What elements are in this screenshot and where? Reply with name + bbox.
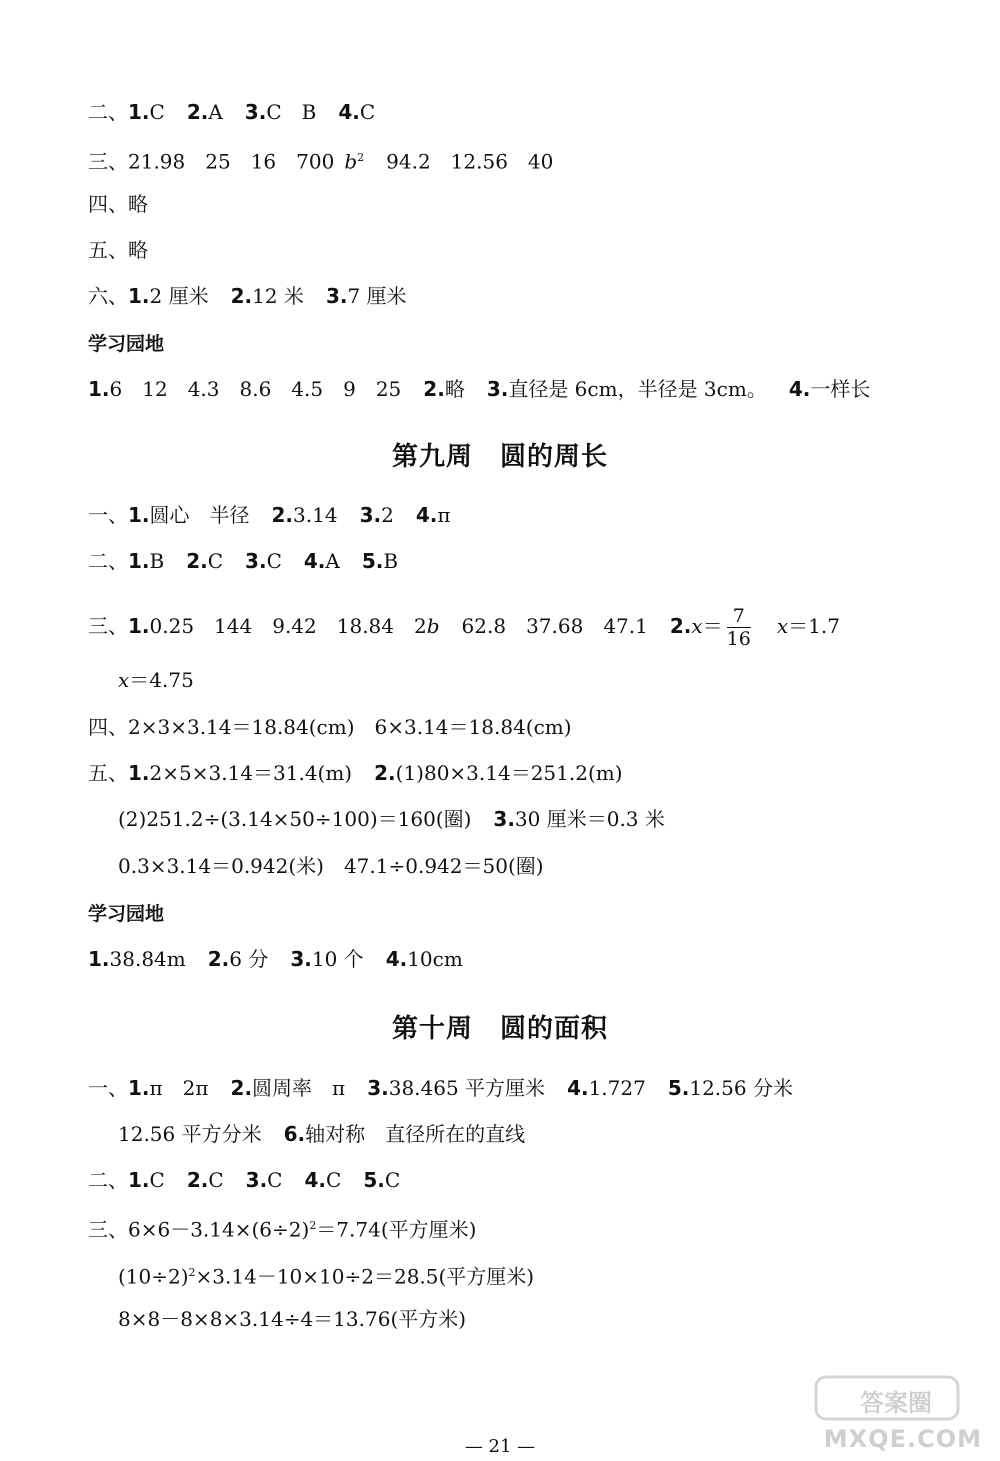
item-label: 二、	[88, 100, 128, 124]
answer: 12.56 分米	[689, 1076, 793, 1100]
exponent: 2	[188, 1266, 196, 1279]
answer: 3.14	[293, 503, 338, 527]
q-num: 1.	[128, 1076, 150, 1100]
q-num: 1.	[128, 100, 150, 124]
q-num: 2.	[207, 947, 230, 971]
answer: 四、2×3×3.14＝18.84(cm) 6×3.14＝18.84(cm)	[88, 715, 572, 739]
answer: A	[208, 100, 223, 124]
answer-line-13	[88, 759, 623, 787]
answer-line-7	[88, 375, 870, 403]
answer: 轴对称 直径所在的直线	[305, 1122, 526, 1146]
answer: b	[426, 614, 440, 638]
q-num: 5.	[363, 1168, 385, 1192]
answer-line-20	[88, 1166, 400, 1194]
answer-line-2	[88, 98, 375, 126]
q-num: 5.	[361, 549, 384, 573]
q-num: 3.	[244, 100, 267, 124]
q-num: 4.	[304, 1168, 326, 1192]
numerator: 7	[727, 605, 751, 628]
item-label: 一、	[88, 1076, 128, 1100]
q-num: 1.	[88, 947, 110, 971]
item-label: 二、	[88, 1168, 128, 1192]
item-label: 二、	[88, 549, 128, 573]
fraction	[727, 605, 751, 650]
answer-line-6	[88, 282, 407, 310]
answer: C	[149, 1168, 165, 1192]
answer-line-5	[88, 236, 148, 264]
q-num: 1.	[128, 284, 150, 308]
watermark	[792, 1373, 982, 1453]
answer: C	[207, 549, 224, 573]
answer: C	[267, 1168, 283, 1192]
q-num: 2.	[230, 284, 253, 308]
q-num: 2.	[186, 1168, 209, 1192]
answer: 7 厘米	[347, 284, 407, 308]
answer-line-19	[118, 1120, 525, 1148]
answer: ＝7.74(平方厘米)	[316, 1217, 477, 1242]
answer: 38.84m	[109, 947, 186, 971]
answer: A	[325, 549, 340, 573]
q-num: 1.	[128, 1168, 150, 1192]
q-num: 2.	[186, 100, 209, 124]
q-num: 4.	[338, 100, 360, 124]
answer-line-3	[88, 144, 553, 176]
answer-line-15	[118, 852, 544, 880]
answer: 1.727	[588, 1076, 646, 1100]
answer: 直径是 6cm，半径是 3cm。	[508, 377, 767, 401]
answer: 略	[444, 377, 465, 401]
q-num: 2.	[423, 377, 445, 401]
q-num: 3.	[325, 284, 348, 308]
q-num: 2.	[186, 549, 208, 573]
answer-line-8	[88, 501, 450, 529]
answer: C	[326, 1168, 342, 1192]
answer: 6 分	[229, 947, 269, 971]
page-number: — 21 —	[464, 1436, 536, 1457]
equals: ＝	[702, 614, 723, 638]
answer-line-11	[118, 666, 194, 694]
q-num: 4.	[415, 503, 438, 527]
answer: (1)80×3.14＝251.2(m)	[395, 761, 623, 785]
answer-line-12	[88, 713, 572, 741]
answer: 五、略	[88, 238, 148, 262]
q-num: 2.	[374, 761, 396, 785]
answer: b	[344, 149, 358, 174]
q-num: 1.	[88, 377, 110, 401]
exponent: 2	[357, 151, 365, 164]
answer-line-14	[118, 805, 665, 833]
item-label: 五、	[88, 761, 128, 785]
q-num: 4.	[303, 549, 326, 573]
q-num: 4.	[385, 947, 408, 971]
q-num: 3.	[486, 377, 509, 401]
answer: C B	[266, 100, 317, 124]
answer: 2 厘米	[149, 284, 209, 308]
q-num: 1.	[128, 761, 150, 785]
answer: C	[149, 100, 165, 124]
answer: 四、略	[88, 192, 148, 216]
denominator: 16	[726, 628, 751, 650]
section-heading-week9: 第九周 圆的周长	[391, 442, 608, 472]
section-subtitle: 学习园地	[88, 903, 165, 925]
q-num: 5.	[667, 1076, 690, 1100]
answer: ＝4.75	[129, 668, 194, 692]
q-num: 1.	[128, 503, 150, 527]
answer: 0.3×3.14＝0.942(米) 47.1÷0.942＝50(圈)	[118, 854, 544, 878]
answer: C	[359, 100, 376, 124]
exponent: 2	[309, 1219, 317, 1232]
answer: 一样长	[810, 377, 871, 401]
answer: B	[149, 549, 165, 573]
answer: 12.56 平方分米	[118, 1122, 262, 1146]
answer-line-21	[88, 1212, 476, 1244]
answer: π	[437, 503, 451, 527]
answer: 30 厘米＝0.3 米	[514, 807, 665, 831]
answer: 8×8－8×8×3.14÷4＝13.76(平方米)	[118, 1307, 467, 1331]
answer: C	[208, 1168, 224, 1192]
answer: (2)251.2÷(3.14×50÷100)＝160(圈)	[118, 807, 472, 831]
item-label: 一、	[88, 503, 128, 527]
item-label: 三、	[88, 614, 128, 638]
section-subtitle: 学习园地	[88, 333, 165, 355]
answer: ＝1.7	[788, 614, 840, 638]
q-num: 3.	[290, 947, 312, 971]
answer-line-17	[88, 945, 463, 973]
answer: 2×5×3.14＝31.4(m)	[149, 761, 353, 785]
answer: 38.465 平方厘米	[388, 1076, 546, 1100]
q-num: 3.	[367, 1076, 389, 1100]
answer: ×3.14－10×10÷2＝28.5(平方厘米)	[195, 1264, 535, 1289]
q-num: 4.	[788, 377, 811, 401]
q-num: 1.	[128, 614, 150, 638]
answer-line-18	[88, 1074, 793, 1102]
q-num: 4.	[567, 1076, 589, 1100]
answer-line-9	[88, 547, 398, 575]
variable: x	[776, 614, 789, 638]
answer: (10÷2)	[118, 1264, 189, 1289]
answer: 2	[381, 503, 394, 527]
answer: B	[383, 549, 399, 573]
answer: 6 12 4.3 8.6 4.5 9 25	[109, 377, 402, 401]
answer: π 2π	[149, 1076, 209, 1100]
answer: 10 个	[311, 947, 364, 971]
section-heading-week10: 第十周 圆的面积	[391, 1014, 608, 1044]
variable: x	[118, 668, 130, 692]
q-num: 3.	[245, 549, 267, 573]
item-label: 六、	[88, 284, 128, 308]
answer: 10cm	[407, 947, 463, 971]
q-num: 1.	[128, 549, 150, 573]
q-num: 6.	[283, 1122, 306, 1146]
answer: 12 米	[252, 284, 304, 308]
answer: C	[266, 549, 282, 573]
q-num: 2.	[669, 614, 692, 638]
q-num: 3.	[359, 503, 382, 527]
watermark-logo-text: 答案圈	[860, 1389, 932, 1417]
answer-line-10	[88, 604, 840, 650]
answer: 三、6×6－3.14×(6÷2)	[88, 1217, 310, 1242]
variable: x	[691, 614, 703, 638]
answer: 62.8 37.68 47.1	[461, 614, 648, 638]
q-num: 3.	[493, 807, 515, 831]
answer: 94.2 12.56 40	[386, 149, 554, 174]
q-num: 2.	[230, 1076, 253, 1100]
answer: 三、21.98 25 16 700	[88, 149, 335, 174]
answer: 圆心 半径	[149, 503, 250, 527]
answer: C	[384, 1168, 401, 1192]
q-num: 2.	[271, 503, 294, 527]
answer: 圆周率 π	[252, 1076, 346, 1100]
answer-line-4	[88, 190, 148, 218]
answer-line-22	[118, 1259, 534, 1291]
answer: 0.25 144 9.42 18.84 2	[149, 614, 427, 638]
answer-line-23	[118, 1305, 466, 1333]
q-num: 3.	[245, 1168, 268, 1192]
watermark-url: MXQE.COM	[823, 1425, 982, 1453]
